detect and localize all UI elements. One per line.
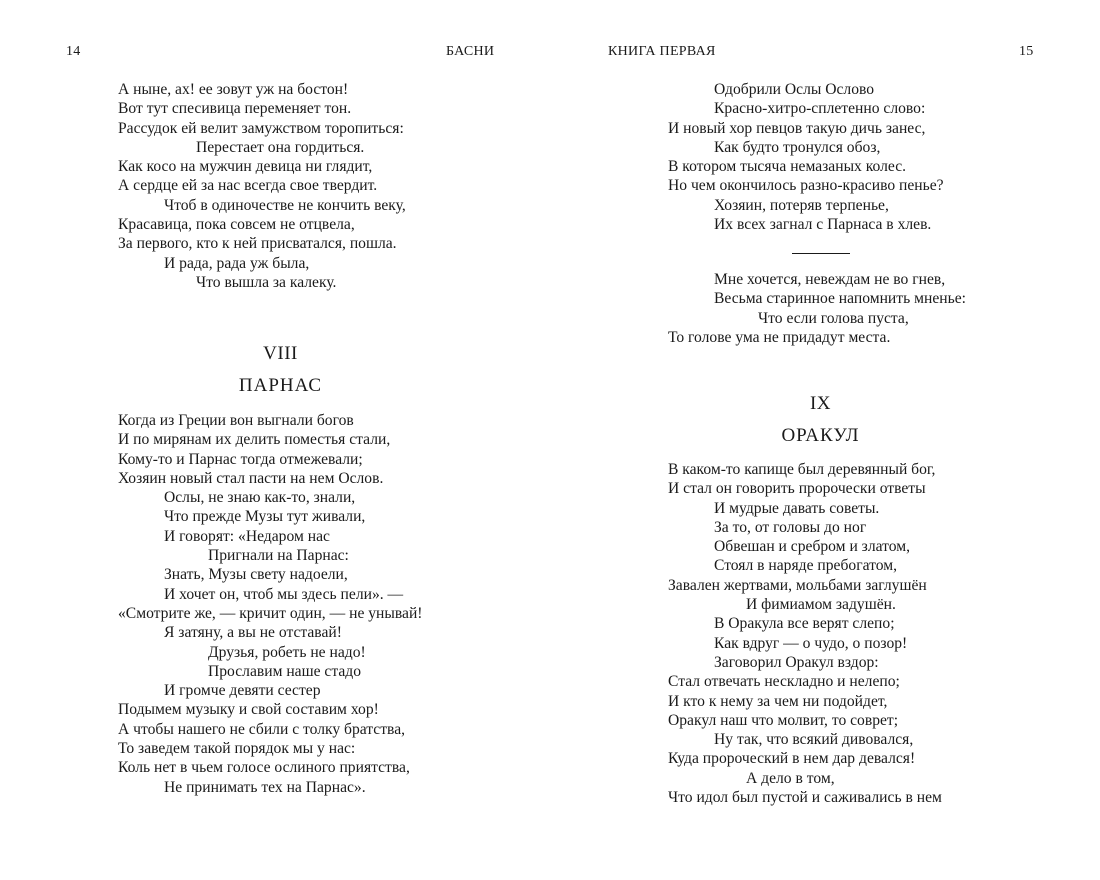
running-head-right: КНИГА ПЕРВАЯ bbox=[608, 44, 716, 59]
verse-line: В каком-то капище был деревянный бог, bbox=[668, 461, 936, 478]
fable-title: ПАРНАС bbox=[238, 375, 323, 396]
verse-line: И громче девяти сестер bbox=[164, 682, 321, 700]
continuation-verse-left bbox=[118, 80, 406, 292]
fable-number: IX bbox=[809, 393, 832, 414]
fable-heading-ix bbox=[668, 393, 973, 447]
verse-line: Обвешан и сребром и златом, bbox=[714, 538, 911, 556]
verse-line: Я затяну, а вы не отставай! bbox=[164, 624, 342, 642]
verse-line: То голове ума не придадут места. bbox=[668, 328, 891, 346]
verse-line: И хочет он, чтоб мы здесь пели». — bbox=[164, 585, 404, 603]
verse-line: Хозяин новый стал пасти на нем Ослов. bbox=[118, 469, 384, 487]
verse-line: Кому-то и Парнас тогда отмежевали; bbox=[118, 450, 363, 468]
verse-line: Красавица, пока совсем не отцвела, bbox=[118, 216, 355, 234]
verse-line: Но чем окончилось разно-красиво пенье? bbox=[668, 177, 944, 195]
verse-line: Стал отвечать нескладно и нелепо; bbox=[668, 673, 900, 691]
verse-line: Оракул наш что молвит, то соврет; bbox=[668, 711, 899, 729]
verse-line: То заведем такой порядок мы у нас: bbox=[118, 740, 356, 758]
verse-line: Подымем музыку и свой составим хор! bbox=[118, 701, 379, 719]
verse-line: Знать, Музы свету надоели, bbox=[164, 566, 348, 584]
fable-verse-parnas bbox=[118, 411, 423, 797]
fable-number: VIII bbox=[263, 343, 298, 364]
verse-line: И говорят: «Недаром нас bbox=[164, 527, 330, 545]
verse-line: Их всех загнал с Парнаса в хлев. bbox=[714, 216, 932, 234]
verse-line: Заговорил Оракул вздор: bbox=[714, 653, 879, 671]
verse-line: А сердце ей за нас всегда свое твердит. bbox=[118, 177, 378, 195]
fable-verse-orakul bbox=[668, 460, 942, 807]
verse-line: И новый хор певцов такую дичь занес, bbox=[668, 119, 926, 137]
verse-line: Куда пророческий в нем дар девался! bbox=[668, 750, 916, 768]
verse-line: И рада, рада уж была, bbox=[164, 254, 310, 272]
verse-line: Друзья, робеть не надо! bbox=[208, 643, 366, 661]
verse-line: Рассудок ей велит замужством торопиться: bbox=[118, 119, 404, 137]
continuation-verse-right bbox=[668, 80, 944, 234]
verse-line: А ныне, ах! ее зовут уж на бостон! bbox=[118, 81, 349, 98]
running-head-left: БАСНИ bbox=[446, 44, 495, 59]
verse-line: Перестает она гордиться. bbox=[196, 138, 365, 156]
verse-line: Вот тут спесивица переменяет тон. bbox=[118, 100, 352, 118]
verse-line: И кто к нему за чем ни подойдет, bbox=[668, 692, 888, 710]
verse-line: Красно-хитро-сплетенно слово: bbox=[714, 100, 926, 118]
verse-line: Мне хочется, невеждам не во гнев, bbox=[714, 271, 946, 288]
page-number-left: 14 bbox=[66, 44, 81, 59]
verse-line: Хозяин, потеряв терпенье, bbox=[714, 196, 889, 214]
verse-line: За первого, кто к ней присватался, пошла. bbox=[118, 235, 397, 253]
verse-line: Не принимать тех на Парнас». bbox=[164, 778, 366, 796]
verse-line: Что прежде Музы тут живали, bbox=[164, 508, 366, 526]
verse-line: Весьма старинное напомнить мненье: bbox=[714, 290, 966, 308]
verse-line: Ослы, не знаю как-то, знали, bbox=[164, 489, 356, 507]
verse-line: За то, от головы до ног bbox=[714, 518, 867, 536]
verse-line: Стоял в наряде пребогатом, bbox=[714, 557, 897, 575]
right-page bbox=[550, 0, 1100, 880]
verse-line: И фимиамом задушён. bbox=[746, 596, 896, 614]
verse-line: Коль нет в чьем голосе ослиного приятства, bbox=[118, 759, 410, 777]
verse-line: И мудрые давать советы. bbox=[714, 499, 880, 517]
moral-verse bbox=[668, 270, 966, 347]
verse-line: Что если голова пуста, bbox=[758, 309, 909, 327]
verse-line: «Смотрите же, — кричит один, — не унывай! bbox=[118, 604, 423, 622]
verse-line: А дело в том, bbox=[746, 769, 835, 787]
verse-line: И по мирянам их делить поместья стали, bbox=[118, 431, 391, 449]
fable-heading-viii bbox=[118, 343, 443, 397]
verse-line: Завален жертвами, мольбами заглушён bbox=[668, 576, 927, 594]
verse-line: Когда из Греции вон выгнали богов bbox=[118, 412, 354, 429]
verse-line: В котором тысяча немазаных колес. bbox=[668, 158, 907, 176]
verse-line: Как будто тронулся обоз, bbox=[714, 138, 881, 156]
verse-line: А чтобы нашего не сбили с толку братства, bbox=[118, 720, 406, 738]
verse-line: Пригнали на Парнас: bbox=[208, 547, 349, 565]
fable-title: ОРАКУЛ bbox=[781, 425, 860, 446]
page-number-right: 15 bbox=[1019, 44, 1034, 59]
verse-line: Что вышла за калеку. bbox=[196, 273, 337, 291]
verse-line: Одобрили Ослы Ослово bbox=[714, 81, 875, 98]
verse-line: Прославим наше стадо bbox=[208, 662, 362, 680]
verse-line: Чтоб в одиночестве не кончить веку, bbox=[164, 196, 406, 214]
verse-line: В Оракула все верят слепо; bbox=[714, 615, 895, 633]
verse-line: Как вдруг — о чудо, о позор! bbox=[714, 634, 908, 652]
section-divider bbox=[792, 253, 850, 254]
verse-line: Как косо на мужчин девица ни глядит, bbox=[118, 158, 373, 176]
verse-line: И стал он говорить пророчески ответы bbox=[668, 480, 926, 498]
verse-line: Ну так, что всякий дивовался, bbox=[714, 731, 914, 749]
verse-line: Что идол был пустой и саживались в нем bbox=[668, 789, 942, 807]
